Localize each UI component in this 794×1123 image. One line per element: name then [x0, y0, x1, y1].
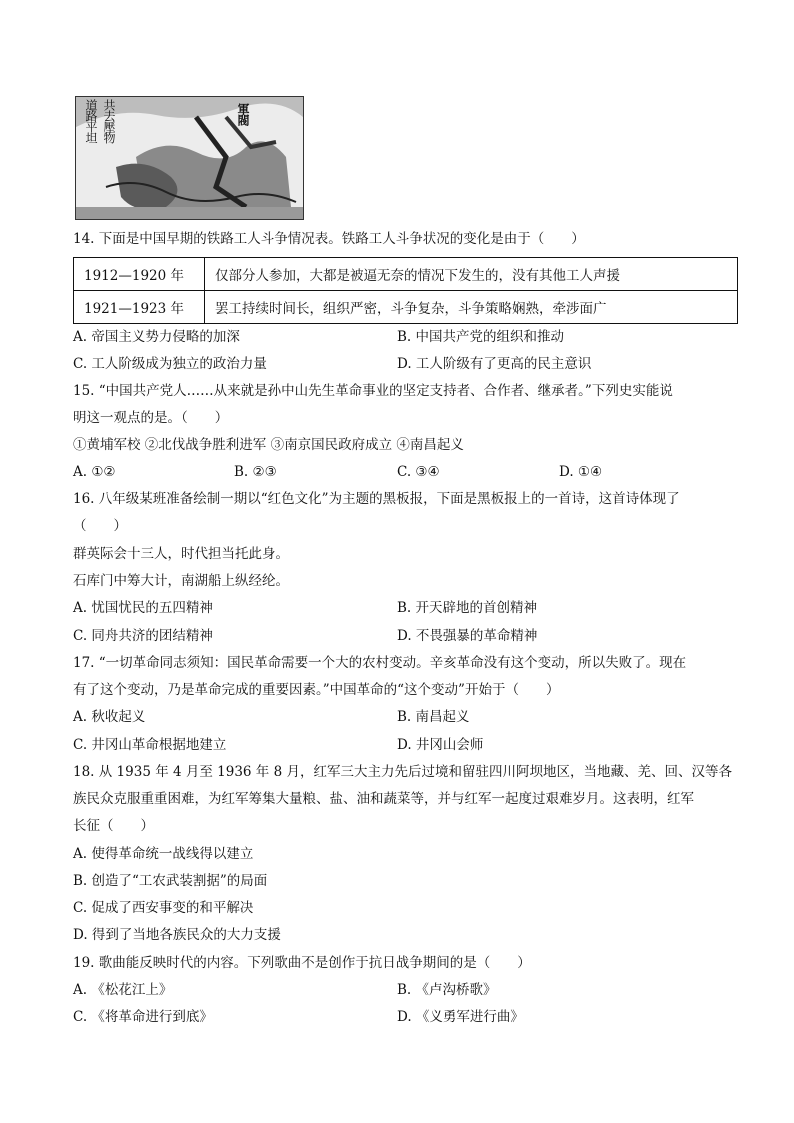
q17-option-c[interactable]: C. 井冈山革命根据地建立	[73, 737, 227, 753]
q18-option-a[interactable]: A. 使得革命统一战线得以建立	[73, 846, 254, 862]
q19-option-a[interactable]: A. 《松花江上》	[73, 982, 173, 998]
table-cell-desc: 仅部分人参加，大都是被逼无奈的情况下发生的，没有其他工人声援	[205, 258, 738, 291]
q18-option-c[interactable]: C. 促成了西安事变的和平解决	[73, 900, 254, 916]
q19-option-b[interactable]: B. 《卢沟桥歌》	[397, 982, 497, 998]
caption-col-1: 共去壓物	[102, 99, 116, 143]
q19-option-c[interactable]: C. 《将革命进行到底》	[73, 1009, 213, 1025]
q16-poem-line2: 石库门中筹大计，南湖船上纵经纶。	[73, 573, 289, 589]
table-row	[74, 291, 738, 324]
q15-option-a[interactable]: A. ①②	[73, 464, 116, 480]
q16-option-a[interactable]: A. 忧国忧民的五四精神	[73, 600, 213, 616]
q15-option-d[interactable]: D. ①④	[559, 464, 603, 480]
q16-option-c[interactable]: C. 同舟共济的团结精神	[73, 628, 213, 644]
q17-stem-line1: 17. “一切革命同志须知：国民革命需要一个大的农村变动。辛亥革命没有这个变动，所以失败了。现在	[73, 655, 687, 671]
q18-option-d[interactable]: D. 得到了当地各族民众的大力支援	[73, 927, 281, 943]
q14-option-c[interactable]: C. 工人阶级成为独立的政治力量	[73, 356, 267, 372]
q15-option-c[interactable]: C. ③④	[397, 464, 440, 480]
q16-stem-line2: （ ）	[73, 518, 127, 534]
q18-stem-line3: 长征（ ）	[73, 818, 154, 834]
table-cell-desc: 罢工持续时间长，组织严密，斗争复杂，斗争策略娴熟，牵涉面广	[205, 291, 738, 324]
q16-stem-line1: 16. 八年级某班准备绘制一期以“红色文化”为主题的黑板报，下面是黑板报上的一首诗，这首诗体现了	[73, 491, 680, 507]
q18-option-b[interactable]: B. 创造了“工农武装割据”的局面	[73, 873, 268, 889]
caption-junfa: 軍閥	[236, 103, 250, 125]
q15-stem-line1: 15. “中国共产党人……从来就是孙中山先生革命事业的坚定支持者、合作者、继承者。”下列史实能说	[73, 383, 673, 399]
q15-items: ①黄埔军校 ②北伐战争胜利进军 ③南京国民政府成立 ④南昌起义	[73, 437, 464, 453]
table-cell-period: 1912—1920 年	[74, 258, 205, 291]
q18-stem-line2: 族民众克服重重困难，为红军筹集大量粮、盐、油和蔬菜等，并与红军一起度过艰难岁月。这表明，红军	[73, 791, 694, 807]
q15-option-b[interactable]: B. ②③	[234, 464, 277, 480]
table-cell-period: 1921—1923 年	[74, 291, 205, 324]
caption-col-2: 道路平坦	[84, 99, 98, 143]
q14-option-b[interactable]: B. 中国共产党的组织和推动	[397, 329, 565, 345]
cartoon-image	[75, 96, 304, 220]
q17-option-a[interactable]: A. 秋收起义	[73, 709, 146, 725]
q16-option-d[interactable]: D. 不畏强暴的革命精神	[397, 628, 538, 644]
q16-option-b[interactable]: B. 开天辟地的首创精神	[397, 600, 538, 616]
q17-stem-line2: 有了这个变动，乃是革命完成的重要因素。”中国革命的“这个变动”开始于（ ）	[73, 682, 560, 698]
q14-table	[73, 257, 738, 324]
q19-stem: 19. 歌曲能反映时代的内容。下列歌曲不是创作于抗日战争期间的是（ ）	[73, 955, 531, 971]
q14-option-a[interactable]: A. 帝国主义势力侵略的加深	[73, 329, 240, 345]
q19-option-d[interactable]: D. 《义勇军进行曲》	[397, 1009, 524, 1025]
q18-stem-line1: 18. 从 1935 年 4 月至 1936 年 8 月，红军三大主力先后过境和留驻四川阿坝地区，当地藏、羌、回、汉等各	[73, 764, 732, 780]
q17-option-b[interactable]: B. 南昌起义	[397, 709, 470, 725]
table-row	[74, 258, 738, 291]
q16-poem-line1: 群英际会十三人，时代担当托此身。	[73, 546, 289, 562]
q17-option-d[interactable]: D. 井冈山会师	[397, 737, 484, 753]
q15-stem-line2: 明这一观点的是。（ ）	[73, 410, 229, 426]
q14-option-d[interactable]: D. 工人阶级有了更高的民主意识	[397, 356, 592, 372]
q14-stem: 14. 下面是中国早期的铁路工人斗争情况表。铁路工人斗争状况的变化是由于（ ）	[73, 231, 585, 247]
